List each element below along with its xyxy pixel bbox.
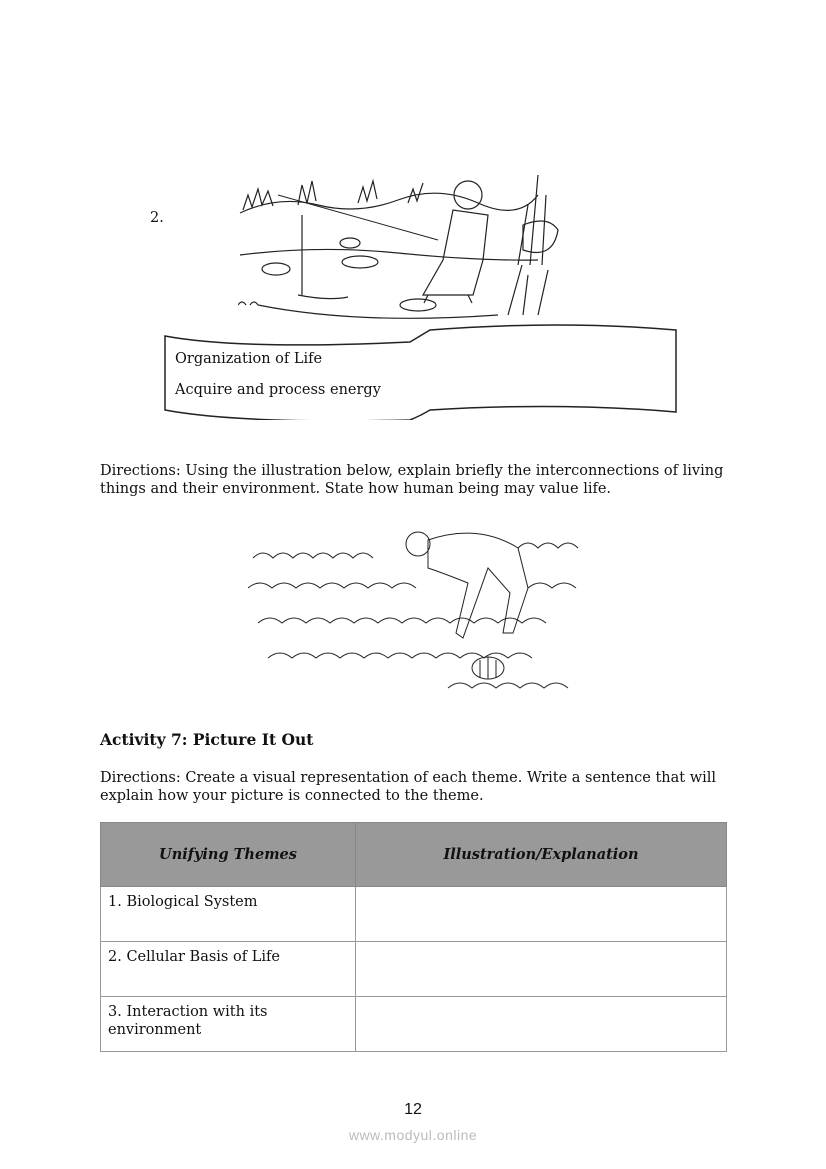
answer-cell[interactable] — [356, 997, 727, 1052]
answer-cell[interactable] — [356, 942, 727, 997]
watermark: www.modyul.online — [348, 1127, 478, 1143]
directions-1-line-1: Directions: Using the illustration below, explain briefly the interconnections of living — [100, 463, 724, 479]
fishing-boy-illustration — [238, 165, 568, 327]
activity-directions-line-2: explain how your picture is connected to the theme. — [100, 788, 484, 804]
banner-scroll-shape — [160, 320, 682, 420]
activity-directions-line-1: Directions: Create a visual representation of each theme. Write a sentence that will — [100, 770, 717, 786]
page-number: 12 — [404, 1101, 422, 1118]
table-header-row — [101, 823, 727, 887]
table-row — [101, 887, 727, 942]
header-illustration-explanation: Illustration/Explanation — [356, 823, 727, 887]
theme-cell: 3. Interaction with its environment — [101, 997, 356, 1052]
table-row — [101, 997, 727, 1052]
item-number: 2. — [150, 210, 164, 226]
unifying-themes-table — [100, 822, 727, 1052]
theme-cell: 1. Biological System — [101, 887, 356, 942]
banner-line-1: Organization of Life — [175, 351, 323, 367]
theme-cell: 2. Cellular Basis of Life — [101, 942, 356, 997]
activity-title: Activity 7: Picture It Out — [100, 730, 314, 749]
farmer-garden-illustration — [248, 528, 588, 710]
answer-cell[interactable] — [356, 887, 727, 942]
directions-1-line-2: things and their environment. State how human being may value life. — [100, 481, 612, 497]
table-row — [101, 942, 727, 997]
header-unifying-themes: Unifying Themes — [101, 823, 356, 887]
banner-line-2: Acquire and process energy — [175, 382, 381, 398]
